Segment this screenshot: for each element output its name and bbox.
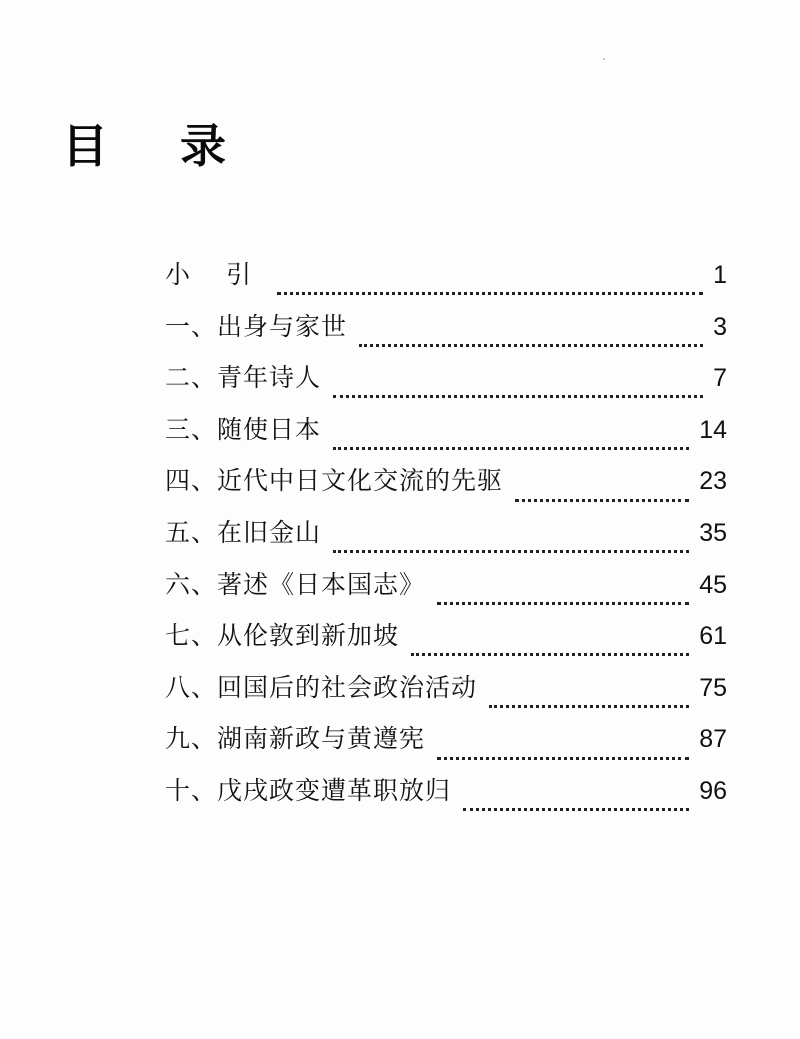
- toc-entry-page: 23: [699, 467, 727, 496]
- toc-entry-chapter-2: [165, 365, 727, 417]
- toc-entry-chapter-5: [165, 517, 727, 572]
- toc-entry-page: 7: [713, 364, 727, 393]
- paper-speck: [603, 58, 605, 60]
- toc-entry-chapter-4: [165, 468, 727, 520]
- toc-leader-dots: [515, 499, 689, 502]
- toc-entry-label: 七、从伦敦到新加坡: [165, 621, 400, 651]
- table-of-contents: [165, 262, 727, 830]
- toc-entry-chapter-8: [165, 672, 727, 727]
- toc-leader-dots: [411, 653, 689, 656]
- toc-leader-dots: [333, 395, 703, 398]
- toc-entry-chapter-7: [165, 623, 727, 675]
- toc-entry-label: 九、湖南新政与黄遵宪: [165, 724, 426, 754]
- toc-entry-page: 96: [699, 776, 727, 805]
- toc-leader-dots: [277, 292, 703, 295]
- toc-leader-dots: [437, 757, 689, 760]
- toc-entry-label: 二、青年诗人: [165, 363, 322, 393]
- toc-entry-page: 87: [699, 725, 727, 754]
- toc-entry-page: 61: [699, 622, 727, 651]
- toc-leader-dots: [437, 602, 689, 605]
- toc-entry-chapter-1: [165, 311, 727, 366]
- toc-entry-page: 1: [713, 261, 727, 289]
- toc-entry-label: 五、在旧金山: [165, 517, 322, 547]
- toc-leader-dots: [359, 344, 703, 347]
- toc-entry-label: 八、回国后的社会政治活动: [165, 672, 478, 702]
- toc-entry-label: 四、近代中日文化交流的先驱: [165, 466, 504, 496]
- toc-entry-chapter-9: [165, 726, 727, 778]
- toc-entry-chapter-3: [165, 414, 727, 469]
- toc-entry-page: 75: [699, 673, 727, 702]
- toc-entry-label: 六、著述《日本国志》: [165, 569, 426, 599]
- toc-leader-dots: [333, 447, 689, 450]
- toc-entry-page: 14: [699, 415, 727, 444]
- toc-entry-label: 十、戊戌政变遭革职放归: [165, 775, 452, 805]
- toc-entry-chapter-6: [165, 569, 727, 624]
- toc-entry-page: 35: [699, 518, 727, 547]
- toc-entry-chapter-10: [165, 775, 727, 830]
- toc-entry-label: 三、随使日本: [165, 414, 322, 444]
- toc-entry-page: 3: [713, 312, 727, 341]
- toc-entry-label: 小 引: [165, 260, 265, 289]
- toc-entry-label: 一、出身与家世: [165, 311, 348, 341]
- toc-leader-dots: [489, 705, 689, 708]
- toc-leader-dots: [333, 550, 689, 553]
- toc-entry-page: 45: [699, 570, 727, 599]
- toc-entry-preface: [165, 262, 727, 314]
- toc-leader-dots: [463, 808, 689, 811]
- page-title: 目 录: [62, 118, 255, 173]
